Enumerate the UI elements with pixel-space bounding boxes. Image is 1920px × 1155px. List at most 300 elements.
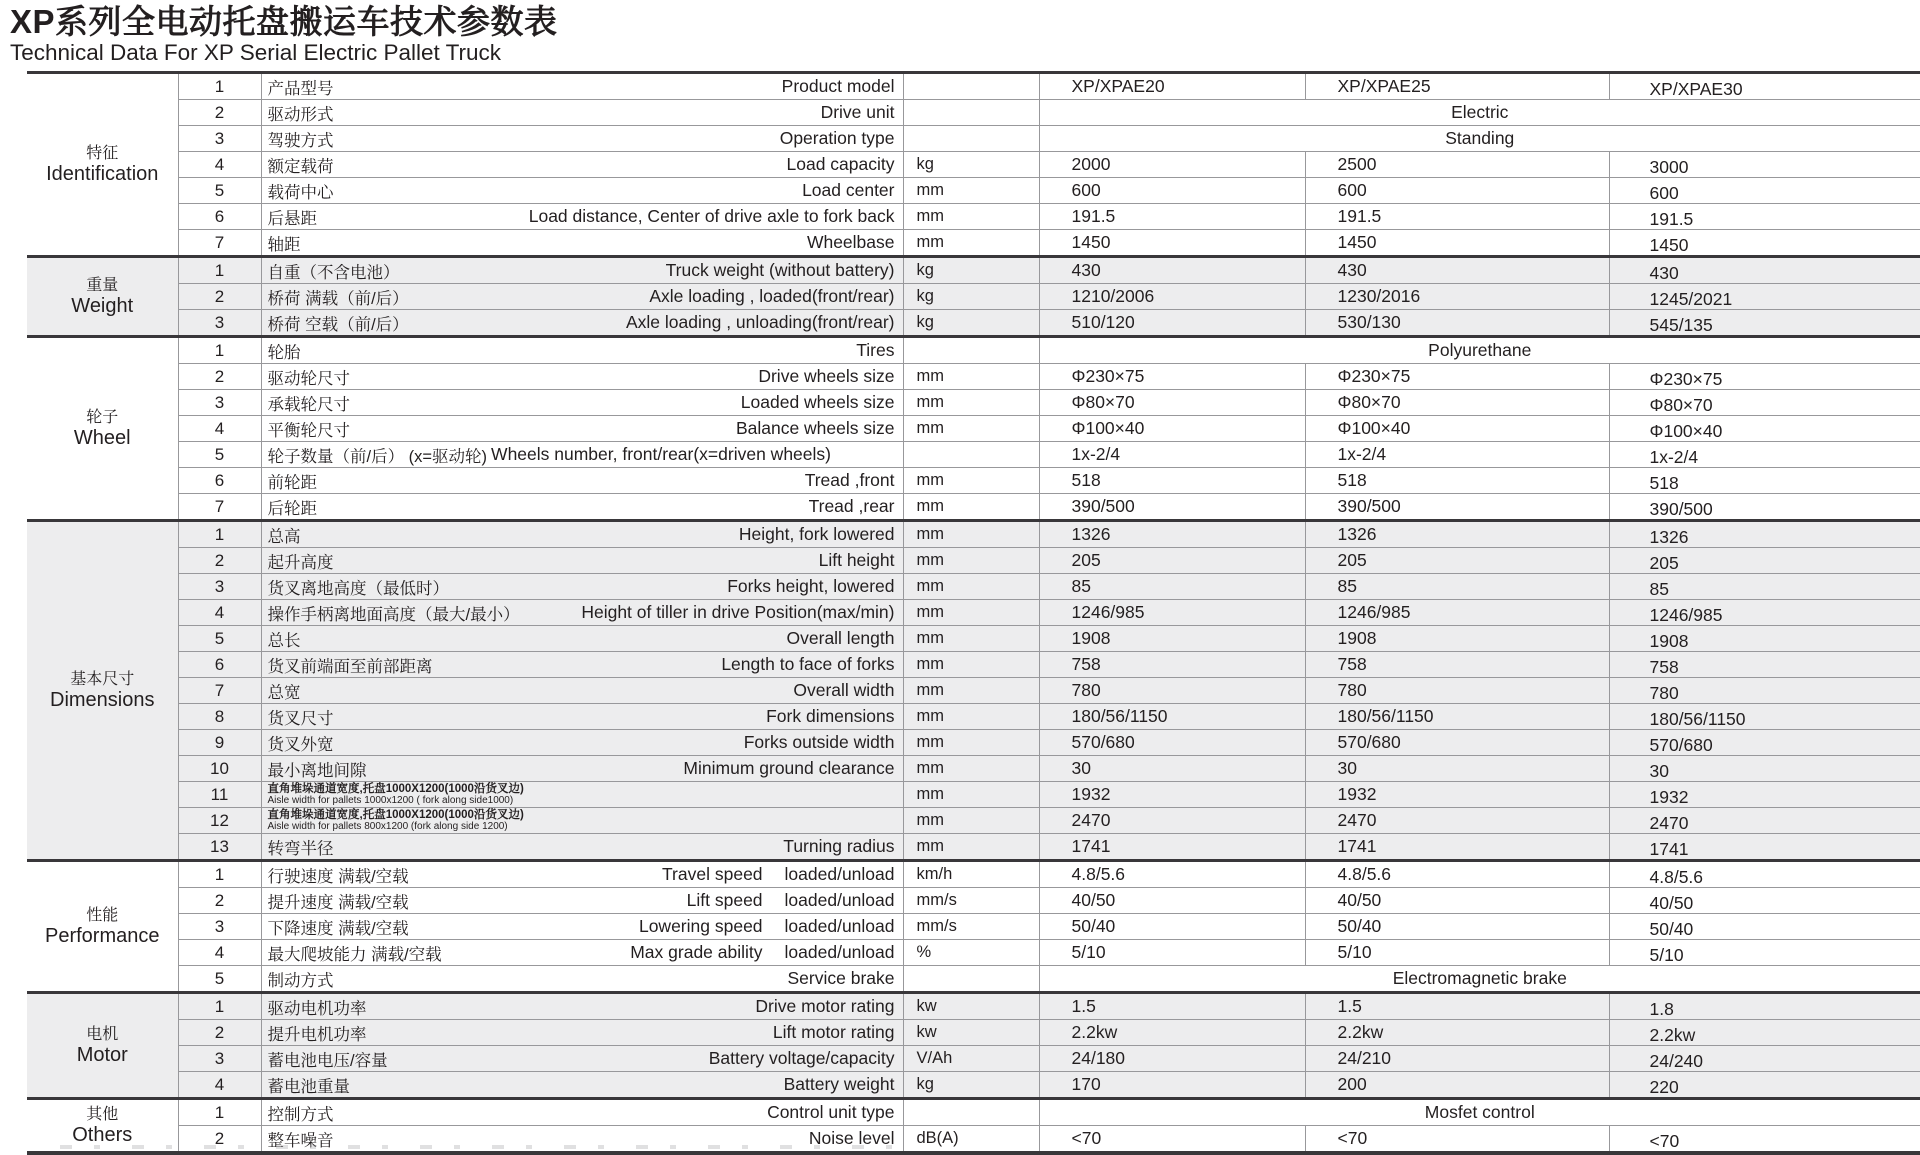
- unit-label: [903, 100, 1039, 126]
- spec-description-wrap: [268, 310, 895, 335]
- value-cell: [1305, 442, 1609, 468]
- value-cell: [1305, 756, 1609, 782]
- value-cell: [1039, 626, 1305, 652]
- value-cell: [1305, 364, 1609, 390]
- value-cell: [1609, 548, 1920, 574]
- table-row: [27, 73, 1920, 100]
- unit-label: kw: [903, 1020, 1039, 1046]
- spec-description-wrap: [268, 626, 895, 651]
- value-cell: [1039, 230, 1305, 257]
- row-number: 6: [178, 204, 261, 230]
- value-cell: [1609, 257, 1920, 284]
- unit-label: mm: [903, 652, 1039, 678]
- table-row: [27, 100, 1920, 126]
- merged-value: Mosfet control: [1039, 1099, 1920, 1126]
- value-cell: [1039, 204, 1305, 230]
- value-text: 518: [1337, 470, 1367, 490]
- value-cell: [1609, 494, 1920, 521]
- value-cell: [1305, 416, 1609, 442]
- spec-description-wrap: [268, 100, 895, 125]
- value-cell: [1039, 704, 1305, 730]
- value-cell: [1039, 390, 1305, 416]
- spec-description-wrap: [268, 966, 895, 991]
- spec-name-cn: 后悬距: [267, 209, 317, 228]
- value-cell: [1039, 808, 1305, 834]
- value-text: 600: [1071, 180, 1101, 200]
- value-text: 2.2kw: [1649, 1025, 1696, 1045]
- spec-name-cn: 提升电机功率: [267, 1025, 367, 1044]
- value-cell: [1039, 600, 1305, 626]
- unit-label: mm: [903, 782, 1039, 808]
- value-cell: [1609, 600, 1920, 626]
- merged-value: Electromagnetic brake: [1039, 966, 1920, 993]
- spec-description: [261, 966, 903, 993]
- table-row: [27, 152, 1920, 178]
- value-cell: [1039, 1046, 1305, 1072]
- section-label-cn: 其他: [86, 1105, 119, 1123]
- value-text: 600: [1337, 180, 1367, 200]
- value-text: Φ100×40: [1071, 418, 1145, 438]
- spec-description-wrap: [268, 1072, 895, 1097]
- value-text: 390/500: [1337, 496, 1401, 516]
- section-label-en: Motor: [76, 1043, 128, 1066]
- spec-name-en: Wheels number, front/rear(x=driven wheels): [491, 444, 831, 464]
- value-cell: [1039, 178, 1305, 204]
- value-text: Φ80×70: [1649, 395, 1713, 415]
- value-text: 1908: [1071, 628, 1111, 648]
- spec-name-en: Operation type: [779, 128, 895, 148]
- spec-name-cn: 载荷中心: [267, 183, 334, 202]
- spec-description-wrap: [268, 442, 895, 467]
- unit-label: mm: [903, 468, 1039, 494]
- spec-description: [261, 548, 903, 574]
- spec-name-en: Battery voltage/capacity: [708, 1048, 895, 1068]
- spec-name-en: Drive unit: [820, 102, 895, 122]
- value-text: XP/XPAE30: [1649, 79, 1743, 99]
- value-text: 5/10: [1071, 942, 1106, 962]
- spec-description: [261, 178, 903, 204]
- value-cell: [1039, 652, 1305, 678]
- value-text: 85: [1337, 576, 1357, 596]
- spec-description-wrap: [268, 600, 895, 625]
- value-cell: [1039, 442, 1305, 468]
- section-label-cn: 性能: [86, 906, 119, 924]
- value-cell: [1039, 73, 1305, 100]
- value-text: 1.5: [1071, 996, 1096, 1016]
- table-row: [27, 1099, 1920, 1126]
- value-cell: [1039, 1126, 1305, 1154]
- value-cell: [1305, 178, 1609, 204]
- section-label: [27, 993, 178, 1099]
- value-cell: [1305, 310, 1609, 337]
- value-cell: [1609, 678, 1920, 704]
- value-cell: [1039, 494, 1305, 521]
- spec-name-cn: 平衡轮尺寸: [267, 421, 350, 440]
- spec-name-cn: 驾驶方式: [267, 131, 334, 150]
- row-number: 7: [178, 678, 261, 704]
- value-text: 40/50: [1071, 890, 1116, 910]
- unit-label: mm: [903, 416, 1039, 442]
- value-text: 510/120: [1071, 312, 1135, 332]
- spec-name-en: Noise level: [808, 1128, 895, 1148]
- unit-label: mm: [903, 756, 1039, 782]
- value-cell: [1039, 574, 1305, 600]
- value-text: 600: [1649, 183, 1679, 203]
- merged-value: Polyurethane: [1039, 337, 1920, 364]
- value-cell: [1305, 834, 1609, 861]
- value-cell: [1305, 468, 1609, 494]
- value-text: 24/240: [1649, 1051, 1704, 1071]
- table-row: [27, 468, 1920, 494]
- spec-description: [261, 73, 903, 100]
- spec-table-body: [27, 73, 1920, 1154]
- value-cell: [1609, 914, 1920, 940]
- spec-name-en: Travel speed loaded/unload: [662, 864, 895, 884]
- value-text: 191.5: [1071, 206, 1116, 226]
- spec-name-cn: 额定载荷: [267, 157, 334, 176]
- value-text: 570/680: [1649, 735, 1713, 755]
- unit-label: mm: [903, 494, 1039, 521]
- value-text: 1x-2/4: [1649, 447, 1699, 467]
- section-label-en: Dimensions: [50, 688, 155, 711]
- spec-name-cn: 驱动轮尺寸: [267, 369, 350, 388]
- section-label-cn: 轮子: [86, 408, 119, 426]
- spec-name-cn: 总长: [267, 631, 301, 650]
- value-cell: [1609, 1126, 1920, 1154]
- table-row: [27, 834, 1920, 861]
- spec-description: [261, 468, 903, 494]
- value-text: 758: [1649, 657, 1679, 677]
- value-cell: [1609, 730, 1920, 756]
- row-number: 3: [178, 310, 261, 337]
- spec-description-wrap: [268, 126, 895, 151]
- spec-name-en: Aisle width for pallets 1000x1200 ( fork along side1000): [267, 795, 514, 806]
- value-text: 30: [1071, 758, 1091, 778]
- spec-name-en: Turning radius: [783, 836, 895, 856]
- value-text: XP/XPAE20: [1071, 76, 1165, 96]
- value-cell: [1305, 993, 1609, 1020]
- unit-label: [903, 73, 1039, 100]
- spec-name-en: Axle loading , loaded(front/rear): [649, 286, 895, 306]
- row-number: 4: [178, 600, 261, 626]
- section-label-cn: 基本尺寸: [70, 670, 135, 688]
- row-number: 4: [178, 152, 261, 178]
- row-number: 7: [178, 494, 261, 521]
- value-text: 2.2kw: [1071, 1022, 1118, 1042]
- spec-description: [261, 626, 903, 652]
- row-number: 3: [178, 574, 261, 600]
- spec-description: [261, 914, 903, 940]
- value-text: 1741: [1071, 836, 1111, 856]
- unit-label: kg: [903, 1072, 1039, 1099]
- value-text: 170: [1071, 1074, 1101, 1094]
- spec-description: [261, 704, 903, 730]
- value-cell: [1305, 152, 1609, 178]
- value-cell: [1039, 834, 1305, 861]
- table-row: [27, 678, 1920, 704]
- value-text: Φ80×70: [1071, 392, 1135, 412]
- unit-label: mm: [903, 390, 1039, 416]
- spec-name-en: Drive wheels size: [758, 366, 895, 386]
- value-cell: [1039, 940, 1305, 966]
- value-cell: [1609, 468, 1920, 494]
- spec-description: [261, 756, 903, 782]
- value-text: 2.2kw: [1337, 1022, 1384, 1042]
- spec-description-wrap: [268, 416, 895, 441]
- table-row: [27, 126, 1920, 152]
- value-text: 390/500: [1071, 496, 1135, 516]
- value-text: 1932: [1071, 784, 1111, 804]
- value-text: 2500: [1337, 154, 1377, 174]
- unit-label: mm: [903, 204, 1039, 230]
- spec-name-en: Drive motor rating: [755, 996, 895, 1016]
- row-number: 7: [178, 230, 261, 257]
- unit-label: mm: [903, 600, 1039, 626]
- table-row: [27, 1020, 1920, 1046]
- value-text: 24/210: [1337, 1048, 1392, 1068]
- spec-description-wrap: [268, 914, 895, 939]
- row-number: 1: [178, 73, 261, 100]
- value-text: 220: [1649, 1077, 1679, 1097]
- value-text: 2000: [1071, 154, 1111, 174]
- unit-label: mm: [903, 521, 1039, 548]
- section-label-en: Identification: [46, 162, 159, 185]
- row-number: 2: [178, 364, 261, 390]
- unit-label: [903, 1099, 1039, 1126]
- value-text: 390/500: [1649, 499, 1713, 519]
- value-text: 1246/985: [1071, 602, 1145, 622]
- value-text: Φ80×70: [1337, 392, 1401, 412]
- spec-name-cn: 轴距: [267, 235, 301, 254]
- value-text: 50/40: [1337, 916, 1382, 936]
- spec-name-en: Balance wheels size: [735, 418, 895, 438]
- value-cell: [1305, 204, 1609, 230]
- spec-name-cn: 前轮距: [267, 473, 317, 492]
- value-cell: [1609, 521, 1920, 548]
- spec-description-wrap: [268, 1100, 895, 1125]
- table-row: [27, 652, 1920, 678]
- merged-value: Electric: [1039, 100, 1920, 126]
- table-row: [27, 888, 1920, 914]
- value-cell: [1609, 310, 1920, 337]
- table-row: [27, 861, 1920, 888]
- row-number: 5: [178, 178, 261, 204]
- spec-description: [261, 310, 903, 337]
- value-cell: [1305, 284, 1609, 310]
- row-number: 3: [178, 914, 261, 940]
- value-cell: [1609, 442, 1920, 468]
- value-cell: [1609, 888, 1920, 914]
- unit-label: mm: [903, 808, 1039, 834]
- table-row: [27, 521, 1920, 548]
- unit-label: %: [903, 940, 1039, 966]
- row-number: 9: [178, 730, 261, 756]
- spec-description-wrap: [268, 730, 895, 755]
- value-text: 5/10: [1649, 945, 1684, 965]
- row-number: 8: [178, 704, 261, 730]
- row-number: 2: [178, 1126, 261, 1154]
- table-row: [27, 626, 1920, 652]
- value-text: Φ100×40: [1337, 418, 1411, 438]
- value-cell: [1305, 257, 1609, 284]
- row-number: 4: [178, 416, 261, 442]
- spec-name-en: Minimum ground clearance: [683, 758, 895, 778]
- spec-description: [261, 782, 903, 808]
- table-row: [27, 548, 1920, 574]
- spec-description: [261, 494, 903, 521]
- value-cell: [1305, 1046, 1609, 1072]
- row-number: 3: [178, 126, 261, 152]
- table-row: [27, 782, 1920, 808]
- unit-label: kg: [903, 152, 1039, 178]
- table-row: [27, 1072, 1920, 1099]
- value-text: 205: [1071, 550, 1101, 570]
- section-label: [27, 337, 178, 521]
- row-number: 1: [178, 861, 261, 888]
- spec-description-wrap: [268, 548, 895, 573]
- value-cell: [1039, 521, 1305, 548]
- spec-description: [261, 1020, 903, 1046]
- spec-description-wrap: [268, 230, 895, 255]
- value-text: 200: [1337, 1074, 1367, 1094]
- section-label-cn: 重量: [86, 276, 119, 294]
- row-number: 1: [178, 1099, 261, 1126]
- unit-label: mm/s: [903, 888, 1039, 914]
- table-row: [27, 993, 1920, 1020]
- unit-label: mm: [903, 364, 1039, 390]
- value-cell: [1609, 861, 1920, 888]
- value-text: 780: [1071, 680, 1101, 700]
- spec-description: [261, 284, 903, 310]
- spec-name-en: Lift height: [818, 550, 895, 570]
- table-row: [27, 494, 1920, 521]
- spec-name-cn: 总高: [267, 527, 301, 546]
- spec-name-en: Product model: [781, 76, 895, 96]
- value-text: 5/10: [1337, 942, 1372, 962]
- value-text: 518: [1649, 473, 1679, 493]
- spec-name-en: Load distance, Center of drive axle to fork back: [528, 206, 895, 226]
- section-label-en: Wheel: [73, 426, 131, 449]
- spec-name-cn: 最大爬坡能力 满载/空载: [267, 945, 442, 964]
- spec-description: [261, 126, 903, 152]
- spec-name-cn: 起升高度: [267, 553, 334, 572]
- row-number: 13: [178, 834, 261, 861]
- spec-description-wrap: [268, 756, 895, 781]
- table-row: [27, 574, 1920, 600]
- value-cell: [1609, 152, 1920, 178]
- spec-description-wrap: [268, 390, 895, 415]
- value-cell: [1039, 756, 1305, 782]
- spec-description-wrap: [268, 862, 895, 887]
- spec-description-wrap: [268, 834, 895, 859]
- spec-table: [27, 71, 1920, 1155]
- section-label-cn: 电机: [86, 1025, 119, 1043]
- spec-name-en: Overall width: [793, 680, 895, 700]
- value-cell: [1039, 468, 1305, 494]
- unit-label: kg: [903, 257, 1039, 284]
- spec-description: [261, 1046, 903, 1072]
- row-number: 5: [178, 626, 261, 652]
- value-cell: [1609, 1046, 1920, 1072]
- spec-name-en: Loaded wheels size: [740, 392, 895, 412]
- unit-label: [903, 337, 1039, 364]
- row-number: 1: [178, 257, 261, 284]
- row-number: 3: [178, 1046, 261, 1072]
- row-number: 5: [178, 966, 261, 993]
- value-text: 40/50: [1337, 890, 1382, 910]
- value-text: 1210/2006: [1071, 286, 1155, 306]
- table-row: [27, 442, 1920, 468]
- spec-name-cn: 驱动形式: [267, 105, 334, 124]
- spec-description-wrap: [268, 522, 895, 547]
- value-text: 205: [1337, 550, 1367, 570]
- spec-name-en: Service brake: [787, 968, 895, 988]
- merged-value: Standing: [1039, 126, 1920, 152]
- row-number: 2: [178, 548, 261, 574]
- value-text: 1932: [1337, 784, 1377, 804]
- value-text: 50/40: [1071, 916, 1116, 936]
- spec-description: [261, 730, 903, 756]
- spec-name-en: Aisle width for pallets 800x1200 (fork along side 1200): [267, 821, 508, 832]
- value-text: <70: [1337, 1128, 1368, 1148]
- value-text: 1908: [1649, 631, 1689, 651]
- value-text: 1932: [1649, 787, 1689, 807]
- row-number: 5: [178, 442, 261, 468]
- table-row: [27, 337, 1920, 364]
- table-row: [27, 204, 1920, 230]
- spec-name-cn: 提升速度 满载/空载: [267, 893, 409, 912]
- unit-label: mm: [903, 678, 1039, 704]
- spec-name-en: Length to face of forks: [721, 654, 895, 674]
- spec-description-wrap: [268, 364, 895, 389]
- value-text: 50/40: [1649, 919, 1694, 939]
- spec-description: [261, 574, 903, 600]
- value-cell: [1609, 73, 1920, 100]
- unit-label: V/Ah: [903, 1046, 1039, 1072]
- table-row: [27, 914, 1920, 940]
- page-subtitle: Technical Data For XP Serial Electric Pallet Truck: [10, 40, 502, 65]
- value-cell: [1609, 284, 1920, 310]
- spec-description-wrap: [268, 1046, 895, 1071]
- spec-description: [261, 521, 903, 548]
- value-cell: [1039, 1072, 1305, 1099]
- value-text: 1x-2/4: [1071, 444, 1121, 464]
- spec-description: [261, 600, 903, 626]
- spec-description: [261, 861, 903, 888]
- spec-name-cn: 制动方式: [267, 971, 334, 990]
- value-cell: [1039, 914, 1305, 940]
- table-row: [27, 704, 1920, 730]
- value-text: 1908: [1337, 628, 1377, 648]
- spec-description-wrap: [268, 468, 895, 493]
- spec-name-en: Tread ,rear: [808, 496, 895, 516]
- unit-label: mm: [903, 626, 1039, 652]
- row-number: 6: [178, 652, 261, 678]
- value-text: 3000: [1649, 157, 1689, 177]
- spec-description: [261, 230, 903, 257]
- spec-name-en: Lift speed loaded/unload: [686, 890, 895, 910]
- spec-description-wrap: [268, 152, 895, 177]
- spec-name-cn: 行驶速度 满载/空载: [267, 867, 409, 886]
- value-text: 1.5: [1337, 996, 1362, 1016]
- spec-description-wrap: [268, 678, 895, 703]
- spec-description: [261, 1072, 903, 1099]
- spec-name-cn: 直角堆垛通道宽度,托盘1000X1200(1000沿货叉边): [267, 783, 524, 795]
- spec-name-en: Forks height, lowered: [727, 576, 895, 596]
- section-label-en: Others: [72, 1123, 133, 1146]
- spec-description: [261, 390, 903, 416]
- value-cell: [1039, 888, 1305, 914]
